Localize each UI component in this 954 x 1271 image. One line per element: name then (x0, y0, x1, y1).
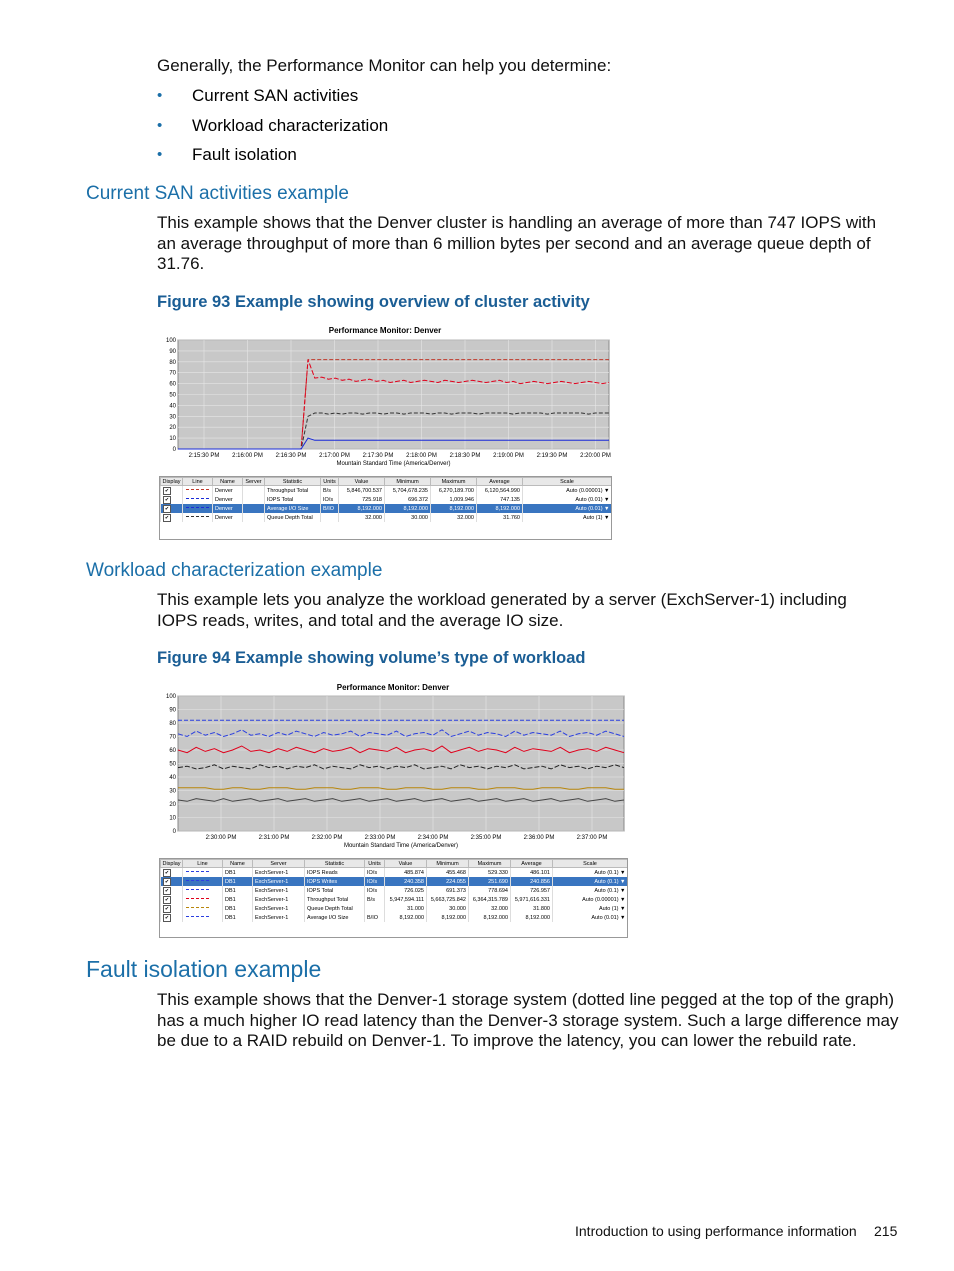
table-cell (183, 504, 213, 513)
table-cell: B/s (321, 486, 339, 496)
column-header[interactable]: Statistic (265, 478, 321, 486)
table-row[interactable] (161, 495, 612, 504)
table-cell: 6,364,315.789 (469, 895, 511, 904)
chart-title: Performance Monitor: Denver (328, 326, 442, 335)
display-checkbox[interactable]: ✔ (164, 505, 170, 512)
bullet-item (157, 86, 388, 116)
table-cell: Denver (213, 513, 243, 522)
table-cell: 747.135 (477, 495, 523, 504)
column-header[interactable]: Value (339, 478, 385, 486)
line-style-icon (185, 514, 211, 519)
x-tick-label: 2:35:00 PM (470, 835, 502, 841)
table-cell: ExchServer-1 (253, 886, 305, 895)
display-checkbox[interactable]: ✔ (164, 887, 170, 894)
table-cell: 32.000 (431, 513, 477, 522)
line-style-icon (185, 878, 211, 883)
table-cell: 778.694 (469, 886, 511, 895)
x-tick-label: 2:36:00 PM (523, 835, 555, 841)
x-axis-label: Mountain Standard Time (America/Denver) (343, 843, 459, 849)
column-header[interactable]: Maximum (431, 478, 477, 486)
bullet-icon: • (157, 116, 163, 134)
table-cell: 5,947,594.111 (385, 895, 427, 904)
table-cell: B/s (365, 895, 385, 904)
table-cell: 32.000 (469, 904, 511, 913)
line-style-icon (185, 887, 211, 892)
column-header[interactable]: Scale (523, 478, 612, 486)
bullet-item (157, 116, 388, 146)
table-cell: 240.856 (511, 877, 553, 886)
x-tick-label: 2:34:00 PM (417, 835, 449, 841)
y-tick-label: 10 (169, 436, 176, 443)
y-tick-label: 50 (169, 761, 176, 768)
display-checkbox[interactable]: ✔ (164, 514, 170, 521)
y-tick-label: 20 (169, 802, 176, 808)
column-header[interactable]: Scale (553, 860, 628, 868)
table-cell: DB1 (223, 913, 253, 922)
column-header[interactable]: Line (183, 478, 213, 486)
table-cell (183, 913, 223, 922)
column-header[interactable]: Value (385, 860, 427, 868)
table-cell: Auto (0.1) ▼ (553, 868, 628, 878)
y-tick-label: 20 (169, 425, 176, 432)
y-tick-label: 90 (169, 348, 176, 355)
table-cell: 5,663,725.842 (427, 895, 469, 904)
table-cell: 8,192.000 (431, 504, 477, 513)
table-row[interactable] (161, 877, 628, 886)
table-cell (161, 886, 183, 895)
table-cell: 726.957 (511, 886, 553, 895)
table-cell: Throughput Total (265, 486, 321, 496)
table-cell: 8,192.000 (511, 913, 553, 922)
table-cell (161, 486, 183, 496)
table-row[interactable] (161, 486, 612, 496)
x-tick-label: 2:19:00 PM (493, 453, 524, 459)
table-cell (161, 868, 183, 878)
figure-94 (158, 680, 628, 938)
x-tick-label: 2:33:00 PM (364, 835, 396, 841)
x-tick-label: 2:17:30 PM (362, 453, 394, 459)
table-cell: ExchServer-1 (253, 895, 305, 904)
table-cell (161, 877, 183, 886)
table-cell: IOPS Writes (305, 877, 365, 886)
table-cell: ExchServer-1 (253, 913, 305, 922)
table-cell: 486.101 (511, 868, 553, 878)
table-cell: Auto (0.01) ▼ (523, 504, 612, 513)
table-row[interactable] (161, 868, 628, 878)
table-cell (183, 513, 213, 522)
display-checkbox[interactable]: ✔ (164, 896, 170, 903)
table-cell (161, 504, 183, 513)
table-cell: ExchServer-1 (253, 868, 305, 878)
table-cell (183, 877, 223, 886)
column-header[interactable]: Server (243, 478, 265, 486)
table-cell (365, 904, 385, 913)
table-cell: B/IO (365, 913, 385, 922)
table-cell: 224.055 (427, 877, 469, 886)
x-tick-label: 2:19:30 PM (536, 453, 568, 459)
table-row[interactable] (161, 513, 612, 522)
statistics-table (159, 476, 612, 540)
y-tick-label: 80 (169, 359, 176, 366)
table-cell: Denver (213, 495, 243, 504)
table-cell (161, 904, 183, 913)
table-cell: 691.373 (427, 886, 469, 895)
line-style-icon (185, 505, 211, 510)
y-tick-label: 30 (169, 788, 176, 795)
table-cell: 529.330 (469, 868, 511, 878)
column-header[interactable]: Name (213, 478, 243, 486)
bullet-item (157, 145, 388, 175)
table-cell: Average I/O Size (265, 504, 321, 513)
table-cell: DB1 (223, 877, 253, 886)
table-cell: 726.025 (385, 886, 427, 895)
table-cell: Auto (0.01) ▼ (553, 913, 628, 922)
table-cell: ExchServer-1 (253, 904, 305, 913)
y-tick-label: 0 (172, 829, 176, 835)
table-cell (243, 495, 265, 504)
bullet-icon: • (157, 146, 163, 163)
table-cell: 8,192.000 (339, 504, 385, 513)
section-heading: Fault isolation example (86, 956, 322, 982)
column-header[interactable]: Statistic (305, 860, 365, 868)
table-cell: Auto (0.00001) ▼ (523, 486, 612, 496)
table-cell: IOPS Total (305, 886, 365, 895)
table-cell: Throughput Total (305, 895, 365, 904)
table-cell: 6,270,189.700 (431, 486, 477, 496)
y-tick-label: 40 (169, 403, 176, 410)
intro-text: Generally, the Performance Monitor can help you determine: (157, 56, 612, 75)
bullet-text: Fault isolation (192, 145, 297, 164)
x-tick-label: 2:16:00 PM (232, 453, 263, 459)
table-cell: IOPS Total (265, 495, 321, 504)
table-cell (243, 513, 265, 522)
table-cell: DB1 (223, 886, 253, 895)
table-cell: 6,120,564.990 (477, 486, 523, 496)
x-tick-label: 2:20:00 PM (580, 453, 611, 459)
table-cell: DB1 (223, 868, 253, 878)
y-tick-label: 70 (169, 734, 176, 741)
table-cell: Queue Depth Total (305, 904, 365, 913)
table-cell: B/IO (321, 504, 339, 513)
display-checkbox[interactable]: ✔ (164, 487, 170, 494)
y-tick-label: 80 (169, 721, 176, 727)
table-cell (183, 868, 223, 878)
y-tick-label: 40 (169, 775, 176, 781)
line-style-icon (185, 896, 211, 901)
table-cell: IO/s (365, 886, 385, 895)
line-chart (158, 692, 628, 857)
table-cell: Auto (0.00001) ▼ (553, 895, 628, 904)
column-header[interactable]: Average (511, 860, 553, 868)
table-cell: Auto (0.1) ▼ (553, 877, 628, 886)
display-checkbox[interactable]: ✔ (164, 878, 170, 885)
table-cell: 30.000 (427, 904, 469, 913)
x-tick-label: 2:37:00 PM (576, 835, 608, 841)
table-cell: Denver (213, 504, 243, 513)
bullet-icon: • (157, 87, 163, 104)
table-cell: Auto (0.1) ▼ (553, 886, 628, 895)
section-heading: Workload characterization example (86, 560, 383, 581)
table-cell: IOPS Reads (305, 868, 365, 878)
bullet-text: Workload characterization (192, 115, 389, 135)
x-tick-label: 2:30:00 PM (205, 835, 237, 841)
column-header[interactable]: Units (365, 860, 385, 868)
table-cell: 240.358 (385, 877, 427, 886)
table-cell: Auto (1) ▼ (553, 904, 628, 913)
table-cell (243, 504, 265, 513)
table-cell: Denver (213, 486, 243, 496)
table-cell: 251.690 (469, 877, 511, 886)
table-cell: IO/s (365, 877, 385, 886)
statistics-grid (160, 477, 612, 522)
table-cell (161, 913, 183, 922)
display-checkbox[interactable]: ✔ (164, 905, 170, 912)
y-tick-label: 10 (169, 815, 176, 822)
section-paragraph: This example shows that the Denver-1 storage system (dotted line pegged at the top of the graph) has a much higher IO read latency than the Denver-3 storage system. Such a large difference may be due to a RAID rebuild on Denver-1. To improve the latency, you can lower the rebuild rate. (157, 990, 899, 1050)
column-header[interactable]: Line (183, 860, 223, 868)
table-cell: 30.000 (385, 513, 431, 522)
table-cell: 485.874 (385, 868, 427, 878)
section-paragraph: This example shows that the Denver cluster is handling an average of more than 747 IOPS with an average throughput of more than 6 million bytes per second and an average queue depth of 31.76. (157, 213, 877, 273)
y-tick-label: 60 (169, 381, 176, 388)
line-chart (158, 336, 612, 481)
table-row[interactable] (161, 895, 628, 904)
table-cell (243, 486, 265, 496)
table-cell: 8,192.000 (427, 913, 469, 922)
column-header[interactable]: Minimum (427, 860, 469, 868)
table-cell: IO/s (365, 868, 385, 878)
x-tick-label: 2:17:00 PM (319, 453, 350, 459)
line-style-icon (185, 869, 211, 874)
table-cell: 1,009.946 (431, 495, 477, 504)
table-row[interactable] (161, 904, 628, 913)
x-tick-label: 2:18:00 PM (406, 453, 437, 459)
column-header[interactable]: Average (477, 478, 523, 486)
display-checkbox[interactable]: ✔ (164, 914, 170, 921)
statistics-table (159, 858, 628, 938)
column-header[interactable]: Name (223, 860, 253, 868)
x-tick-label: 2:32:00 PM (311, 835, 343, 841)
y-tick-label: 0 (172, 447, 176, 453)
section-paragraph: This example lets you analyze the workload generated by a server (ExchServer-1) including IOPS reads, writes, and total and the average IO size. (157, 590, 847, 630)
y-tick-label: 90 (169, 707, 176, 714)
y-tick-label: 30 (169, 414, 176, 421)
y-tick-label: 70 (169, 370, 176, 377)
figure-caption: Figure 93 Example showing overview of cluster activity (157, 293, 590, 311)
x-tick-label: 2:15:30 PM (188, 453, 220, 459)
display-checkbox[interactable]: ✔ (164, 869, 170, 876)
table-cell: DB1 (223, 904, 253, 913)
y-tick-label: 100 (165, 694, 176, 700)
table-cell: 455.468 (427, 868, 469, 878)
footer-text: Introduction to using performance information (575, 1223, 857, 1239)
line-style-icon (185, 487, 211, 492)
chart-title: Performance Monitor: Denver (336, 683, 450, 692)
table-cell: ExchServer-1 (253, 877, 305, 886)
section-heading: Current SAN activities example (86, 183, 349, 204)
y-tick-label: 60 (169, 748, 176, 754)
table-cell (161, 495, 183, 504)
table-cell: 31.000 (385, 904, 427, 913)
table-cell: IO/s (321, 495, 339, 504)
table-cell (183, 486, 213, 496)
table-cell (161, 895, 183, 904)
table-row[interactable] (161, 913, 628, 922)
page-number: 215 (874, 1223, 898, 1239)
x-tick-label: 2:16:30 PM (275, 453, 307, 459)
table-cell: Auto (0.01) ▼ (523, 495, 612, 504)
table-cell: 5,704,678.235 (385, 486, 431, 496)
figure-caption: Figure 94 Example showing volume’s type of workload (157, 649, 586, 667)
table-cell (183, 904, 223, 913)
table-row[interactable] (161, 504, 612, 513)
table-cell: Auto (1) ▼ (523, 513, 612, 522)
column-header[interactable]: Display (162, 478, 181, 485)
intro-bullets (157, 86, 388, 175)
table-cell: 696.372 (385, 495, 431, 504)
table-cell: 31.800 (511, 904, 553, 913)
column-header[interactable]: Maximum (469, 860, 511, 868)
line-style-icon (185, 496, 211, 501)
line-style-icon (185, 914, 211, 919)
column-header[interactable]: Display (162, 860, 181, 867)
x-tick-label: 2:18:30 PM (449, 453, 481, 459)
table-row[interactable] (161, 886, 628, 895)
figure-93 (158, 324, 612, 540)
display-checkbox[interactable]: ✔ (164, 496, 170, 503)
table-cell: 8,192.000 (385, 504, 431, 513)
table-cell (183, 495, 213, 504)
table-cell: 8,192.000 (385, 913, 427, 922)
column-header[interactable]: Minimum (385, 478, 431, 486)
table-cell: 725.918 (339, 495, 385, 504)
table-cell: Average I/O Size (305, 913, 365, 922)
table-cell: DB1 (223, 895, 253, 904)
table-cell: 31.760 (477, 513, 523, 522)
table-cell (183, 886, 223, 895)
bullet-text: Current SAN activities (192, 86, 359, 105)
y-tick-label: 100 (165, 338, 176, 344)
table-cell (161, 513, 183, 522)
table-cell: 5,971,616.331 (511, 895, 553, 904)
x-tick-label: 2:31:00 PM (258, 835, 290, 841)
table-cell: Queue Depth Total (265, 513, 321, 522)
x-axis-label: Mountain Standard Time (America/Denver) (336, 461, 451, 467)
table-cell: 8,192.000 (477, 504, 523, 513)
table-cell: 8,192.000 (469, 913, 511, 922)
table-cell: 32.000 (339, 513, 385, 522)
table-cell: 5,846,700.537 (339, 486, 385, 496)
statistics-grid (160, 859, 628, 922)
y-tick-label: 50 (169, 392, 176, 399)
table-cell (321, 513, 339, 522)
line-style-icon (185, 905, 211, 910)
table-cell (183, 895, 223, 904)
column-header[interactable]: Units (321, 478, 339, 486)
column-header[interactable]: Server (253, 860, 305, 868)
